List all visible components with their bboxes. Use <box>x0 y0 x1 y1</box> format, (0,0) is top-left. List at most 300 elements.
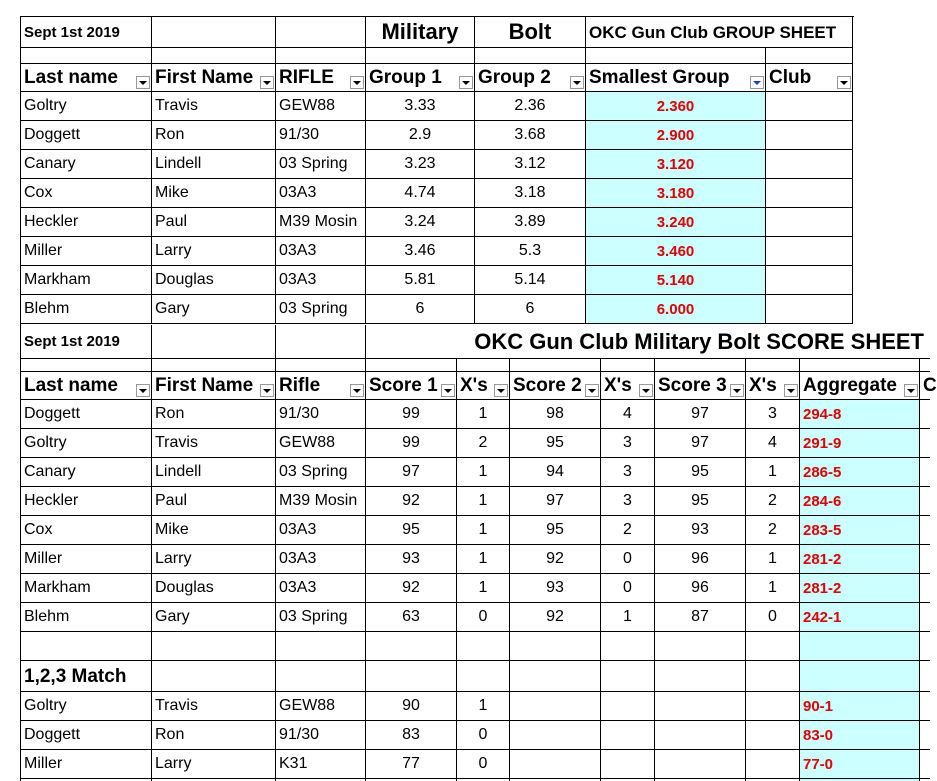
score-xs3-cell <box>746 574 800 603</box>
group-header-col3[interactable] <box>276 64 366 92</box>
score-score3-cell-text: 87 <box>691 608 709 625</box>
score-score3-cell-text: 95 <box>691 463 709 480</box>
blank-cell <box>655 721 746 750</box>
group-group2-cell <box>475 150 586 179</box>
blank-cell <box>601 632 655 661</box>
blank-cell <box>276 661 366 692</box>
filter-dropdown-icon[interactable] <box>260 76 274 89</box>
score-xs3-cell-text: 0 <box>768 608 777 625</box>
match-rifle-cell <box>276 692 366 721</box>
score-date <box>21 325 152 359</box>
score-xs3-cell-text: 4 <box>768 434 777 451</box>
group-rifle-cell-text: 03A3 <box>279 242 317 259</box>
group-group1-cell <box>366 121 475 150</box>
score-score3-cell-text: 96 <box>691 579 709 596</box>
title-military-text: Military <box>381 19 459 44</box>
score-score1-cell-text: 92 <box>402 492 420 509</box>
score-score2-cell <box>510 603 601 632</box>
score-score1-cell <box>366 574 457 603</box>
group-date <box>21 17 152 48</box>
match-last-name-cell-text: Goltry <box>24 697 67 714</box>
blank-cell <box>920 359 930 372</box>
score-header-col4[interactable] <box>366 372 457 400</box>
blank-cell <box>655 359 746 372</box>
blank-cell <box>746 661 800 692</box>
score-score2-cell <box>510 574 601 603</box>
group-group1-cell <box>366 150 475 179</box>
blank-cell <box>746 359 800 372</box>
filter-dropdown-icon[interactable] <box>350 384 364 397</box>
score-header-col5[interactable] <box>457 372 510 400</box>
score-xs1-cell <box>457 400 510 429</box>
score-last-name-cell-text: Cox <box>24 521 53 538</box>
score-first-name-cell <box>152 429 276 458</box>
blank-cell <box>655 632 746 661</box>
score-score3-cell <box>655 516 746 545</box>
group-header-col4[interactable] <box>366 64 475 92</box>
score-score3-cell <box>655 400 746 429</box>
group-group2-cell <box>475 208 586 237</box>
score-last-name-cell-text: Heckler <box>24 492 79 509</box>
score-score1-cell <box>366 400 457 429</box>
match-xs-cell <box>457 750 510 779</box>
filter-dropdown-icon[interactable] <box>730 384 744 397</box>
filter-dropdown-icon[interactable] <box>750 76 764 89</box>
score-header-col7-text: X's <box>604 375 632 396</box>
score-xs2-cell <box>601 545 655 574</box>
score-score1-cell <box>366 603 457 632</box>
group-group2-cell-text: 3.18 <box>514 184 546 201</box>
score-score2-cell <box>510 400 601 429</box>
match-xs-cell <box>457 721 510 750</box>
group-rifle-cell-text: 03A3 <box>279 184 317 201</box>
match-aggregate-cell-text: 77-0 <box>803 755 834 773</box>
score-aggregate-cell-text: 291-9 <box>803 434 842 452</box>
score-first-name-cell-text: Ron <box>155 405 185 422</box>
group-club-cell <box>766 237 853 266</box>
score-xs1-cell <box>457 429 510 458</box>
match-score-cell <box>366 692 457 721</box>
blank-cell <box>152 359 276 372</box>
blank-cell <box>152 48 276 64</box>
blank-cell <box>920 603 930 632</box>
score-xs2-cell-text: 2 <box>623 521 632 538</box>
score-last-name-cell-text: Markham <box>24 579 91 596</box>
filter-dropdown-icon[interactable] <box>570 76 584 89</box>
group-group2-cell <box>475 295 586 324</box>
score-rifle-cell-text: 03A3 <box>279 550 317 567</box>
score-header-col10[interactable] <box>800 372 920 400</box>
score-score2-cell <box>510 458 601 487</box>
blank-cell <box>152 325 276 359</box>
group-header-col6-text: Smallest Group <box>589 67 730 88</box>
blank-cell <box>457 661 510 692</box>
group-header-col5[interactable] <box>475 64 586 92</box>
score-aggregate-cell <box>800 458 920 487</box>
match-aggregate-cell <box>800 721 920 750</box>
match-rifle-cell-text: K31 <box>279 755 308 772</box>
group-smallest-group-cell-text: 3.120 <box>656 155 695 173</box>
group-rifle-cell <box>276 237 366 266</box>
group-group2-cell <box>475 266 586 295</box>
score-aggregate-cell-text: 294-8 <box>803 405 842 423</box>
score-first-name-cell <box>152 516 276 545</box>
score-xs1-cell <box>457 487 510 516</box>
score-header-col1[interactable] <box>21 372 152 400</box>
group-first-name-cell <box>152 208 276 237</box>
score-xs2-cell-text: 4 <box>623 405 632 422</box>
group-group1-cell <box>366 208 475 237</box>
score-xs3-cell <box>746 487 800 516</box>
blank-cell <box>21 632 152 661</box>
group-first-name-cell-text: Lindell <box>155 155 202 172</box>
filter-dropdown-icon[interactable] <box>136 384 150 397</box>
blank-cell <box>510 359 601 372</box>
group-first-name-cell <box>152 179 276 208</box>
group-header-col1-text: Last name <box>24 67 118 88</box>
score-score3-cell-text: 97 <box>691 405 709 422</box>
score-first-name-cell-text: Douglas <box>155 579 214 596</box>
score-last-name-cell <box>21 458 152 487</box>
group-last-name-cell-text: Blehm <box>24 300 70 317</box>
group-group1-cell-text: 5.81 <box>404 271 436 288</box>
group-last-name-cell-text: Goltry <box>24 97 67 114</box>
group-last-name-cell <box>21 237 152 266</box>
score-score3-cell <box>655 458 746 487</box>
group-header-col5-text: Group 2 <box>478 67 551 88</box>
blank-cell <box>510 750 601 779</box>
score-xs1-cell <box>457 603 510 632</box>
title-score-sheet-text: OKC Gun Club Military Bolt SCORE SHEET <box>474 328 924 354</box>
score-score2-cell-text: 95 <box>546 434 564 451</box>
group-club-cell <box>766 92 853 121</box>
score-xs1-cell <box>457 458 510 487</box>
score-xs3-cell-text: 1 <box>768 463 777 480</box>
match-xs-cell-text: 0 <box>478 755 488 772</box>
score-score1-cell-text: 99 <box>402 434 420 451</box>
score-header-col1-text: Last name <box>24 375 118 396</box>
group-smallest-group-cell-text: 3.240 <box>656 213 695 231</box>
group-first-name-cell <box>152 295 276 324</box>
group-first-name-cell <box>152 266 276 295</box>
score-rifle-cell-text: 03 Spring <box>279 608 348 625</box>
group-rifle-cell <box>276 92 366 121</box>
score-xs1-cell <box>457 516 510 545</box>
filter-dropdown-icon[interactable] <box>585 384 599 397</box>
group-header-col6[interactable] <box>586 64 766 92</box>
filter-dropdown-icon[interactable] <box>904 384 918 397</box>
group-group2-cell-text: 3.12 <box>514 155 546 172</box>
score-xs1-cell-text: 0 <box>478 608 488 625</box>
score-aggregate-cell <box>800 516 920 545</box>
score-first-name-cell <box>152 545 276 574</box>
filter-dropdown-icon[interactable] <box>837 76 851 89</box>
group-last-name-cell-text: Cox <box>24 184 53 201</box>
match-first-name-cell-text: Ron <box>155 726 185 743</box>
score-first-name-cell-text: Paul <box>155 492 188 509</box>
match-rifle-cell-text: 91/30 <box>279 726 320 743</box>
blank-cell <box>457 359 510 372</box>
score-xs3-cell <box>746 516 800 545</box>
score-xs2-cell <box>601 487 655 516</box>
score-first-name-cell <box>152 574 276 603</box>
score-aggregate-cell-text: 283-5 <box>803 521 842 539</box>
score-score1-cell <box>366 429 457 458</box>
score-header-col4-text: Score 1 <box>369 375 438 396</box>
score-score3-cell <box>655 487 746 516</box>
score-rifle-cell <box>276 545 366 574</box>
match-score-cell-text: 90 <box>402 697 420 714</box>
group-rifle-cell-text: M39 Mosin <box>279 213 358 230</box>
score-last-name-cell-text: Doggett <box>24 405 81 422</box>
blank-cell <box>601 721 655 750</box>
match-first-name-cell <box>152 721 276 750</box>
group-rifle-cell <box>276 121 366 150</box>
group-club-cell <box>766 266 853 295</box>
group-last-name-cell-text: Canary <box>24 155 76 172</box>
filter-dropdown-icon[interactable] <box>459 76 473 89</box>
blank-cell <box>920 632 930 661</box>
score-header-col6-text: Score 2 <box>513 375 582 396</box>
group-smallest-group-cell <box>586 179 766 208</box>
group-first-name-cell <box>152 92 276 121</box>
score-score2-cell-text: 97 <box>546 492 564 509</box>
score-xs3-cell <box>746 458 800 487</box>
score-xs1-cell-text: 1 <box>478 492 488 509</box>
score-rifle-cell <box>276 487 366 516</box>
group-rifle-cell <box>276 179 366 208</box>
score-header-col9-text: X's <box>749 375 777 396</box>
score-first-name-cell-text: Larry <box>155 550 192 567</box>
group-last-name-cell <box>21 295 152 324</box>
blank-cell <box>601 359 655 372</box>
score-score2-cell <box>510 487 601 516</box>
score-score2-cell-text: 92 <box>546 608 564 625</box>
group-group1-cell-text: 3.24 <box>404 213 436 230</box>
match-score-cell <box>366 750 457 779</box>
filter-dropdown-icon[interactable] <box>136 76 150 89</box>
group-smallest-group-cell <box>586 121 766 150</box>
group-group1-cell-text: 3.23 <box>404 155 436 172</box>
score-aggregate-cell <box>800 487 920 516</box>
group-first-name-cell <box>152 237 276 266</box>
blank-cell <box>920 574 930 603</box>
blank-cell <box>655 692 746 721</box>
score-header-col7[interactable] <box>601 372 655 400</box>
blank-cell <box>152 661 276 692</box>
group-smallest-group-cell-text: 6.000 <box>656 300 695 318</box>
group-first-name-cell <box>152 150 276 179</box>
filter-dropdown-icon[interactable] <box>350 76 364 89</box>
score-header-col5-text: X's <box>460 375 488 396</box>
score-aggregate-cell <box>800 574 920 603</box>
group-group1-cell-text: 3.46 <box>404 242 436 259</box>
score-score2-cell <box>510 516 601 545</box>
score-aggregate-cell <box>800 429 920 458</box>
blank-cell <box>655 750 746 779</box>
group-group2-cell-text: 6 <box>525 300 535 317</box>
blank-cell <box>366 632 457 661</box>
match-title <box>21 661 152 692</box>
blank-cell <box>766 48 853 64</box>
score-score2-cell-text: 95 <box>546 521 564 538</box>
score-xs1-cell-text: 1 <box>478 521 488 538</box>
score-rifle-cell-text: GEW88 <box>279 434 336 451</box>
blank-cell <box>276 325 366 359</box>
blank-cell <box>276 48 366 64</box>
match-aggregate-cell-text: 90-1 <box>803 697 834 715</box>
score-rifle-cell-text: 91/30 <box>279 405 320 422</box>
group-group1-cell-text: 2.9 <box>408 126 432 143</box>
group-header-col2[interactable] <box>152 64 276 92</box>
title-score-sheet <box>366 325 930 359</box>
match-last-name-cell-text: Miller <box>24 755 63 772</box>
blank-cell <box>920 545 930 574</box>
score-score3-cell <box>655 603 746 632</box>
group-last-name-cell <box>21 92 152 121</box>
score-xs1-cell-text: 1 <box>478 463 488 480</box>
score-score2-cell-text: 93 <box>546 579 564 596</box>
group-rifle-cell <box>276 295 366 324</box>
group-header-col3-text: RIFLE <box>279 67 334 88</box>
score-score3-cell-text: 95 <box>691 492 709 509</box>
score-rifle-cell <box>276 458 366 487</box>
blank-cell <box>276 359 366 372</box>
group-rifle-cell-text: 03A3 <box>279 271 317 288</box>
match-xs-cell-text: 0 <box>478 726 488 743</box>
group-club-cell <box>766 179 853 208</box>
score-score2-cell <box>510 545 601 574</box>
score-rifle-cell-text: M39 Mosin <box>279 492 358 509</box>
score-last-name-cell <box>21 603 152 632</box>
group-header-col7[interactable] <box>766 64 853 92</box>
group-smallest-group-cell <box>586 92 766 121</box>
score-rifle-cell-text: 03A3 <box>279 579 317 596</box>
blank-cell <box>920 487 930 516</box>
group-club-cell <box>766 150 853 179</box>
score-header-col11[interactable] <box>920 372 937 400</box>
score-xs3-cell-text: 2 <box>768 492 777 509</box>
score-xs3-cell-text: 1 <box>768 579 777 596</box>
score-first-name-cell <box>152 603 276 632</box>
filter-dropdown-icon[interactable] <box>784 384 798 397</box>
blank-cell <box>920 458 930 487</box>
group-first-name-cell-text: Douglas <box>155 271 214 288</box>
score-aggregate-cell <box>800 603 920 632</box>
group-smallest-group-cell <box>586 266 766 295</box>
score-last-name-cell <box>21 545 152 574</box>
score-first-name-cell-text: Mike <box>155 521 189 538</box>
score-xs2-cell-text: 3 <box>623 463 632 480</box>
title-group-sheet-text: OKC Gun Club GROUP SHEET <box>589 22 837 42</box>
score-xs3-cell-text: 2 <box>768 521 777 538</box>
score-score2-cell <box>510 429 601 458</box>
group-last-name-cell <box>21 208 152 237</box>
score-score1-cell-text: 95 <box>402 521 420 538</box>
group-group2-cell <box>475 179 586 208</box>
filter-dropdown-icon[interactable] <box>260 384 274 397</box>
score-first-name-cell <box>152 400 276 429</box>
score-xs2-cell <box>601 458 655 487</box>
group-smallest-group-cell <box>586 237 766 266</box>
score-aggregate-cell-text: 284-6 <box>803 492 842 510</box>
group-last-name-cell <box>21 266 152 295</box>
score-header-col3[interactable] <box>276 372 366 400</box>
score-score2-cell-text: 98 <box>546 405 564 422</box>
match-last-name-cell <box>21 750 152 779</box>
blank-cell <box>601 750 655 779</box>
score-xs2-cell <box>601 400 655 429</box>
group-smallest-group-cell <box>586 295 766 324</box>
group-rifle-cell-text: GEW88 <box>279 97 336 114</box>
score-xs3-cell-text: 3 <box>768 405 777 422</box>
score-aggregate-cell-text: 286-5 <box>803 463 842 481</box>
score-header-col9[interactable] <box>746 372 800 400</box>
score-score2-cell-text: 94 <box>546 463 564 480</box>
score-rifle-cell-text: 03 Spring <box>279 463 348 480</box>
group-group2-cell <box>475 121 586 150</box>
group-first-name-cell-text: Gary <box>155 300 190 317</box>
score-xs3-cell <box>746 603 800 632</box>
group-header-col1[interactable] <box>21 64 152 92</box>
match-last-name-cell <box>21 721 152 750</box>
filter-dropdown-icon[interactable] <box>494 384 508 397</box>
blank-cell <box>746 632 800 661</box>
score-first-name-cell-text: Gary <box>155 608 190 625</box>
match-score-cell <box>366 721 457 750</box>
group-header-col7-text: Club <box>769 67 812 88</box>
group-group1-cell <box>366 92 475 121</box>
score-xs2-cell <box>601 429 655 458</box>
score-header-col3-text: Rifle <box>279 375 321 396</box>
score-xs3-cell <box>746 545 800 574</box>
group-rifle-cell <box>276 208 366 237</box>
blank-cell <box>920 661 930 692</box>
blank-cell <box>366 359 457 372</box>
group-date-text: Sept 1st 2019 <box>24 23 120 41</box>
score-header-col10-text: Aggregate <box>803 375 897 396</box>
blank-cell <box>152 17 276 48</box>
score-aggregate-cell-text: 242-1 <box>803 608 842 626</box>
score-xs2-cell <box>601 574 655 603</box>
score-rifle-cell <box>276 429 366 458</box>
score-header-col2[interactable] <box>152 372 276 400</box>
group-smallest-group-cell <box>586 208 766 237</box>
score-xs2-cell-text: 1 <box>623 608 632 625</box>
score-xs1-cell <box>457 574 510 603</box>
score-last-name-cell-text: Miller <box>24 550 63 567</box>
score-score3-cell <box>655 429 746 458</box>
group-group2-cell-text: 5.3 <box>518 242 542 259</box>
blank-cell <box>800 632 920 661</box>
filter-dropdown-icon[interactable] <box>441 384 455 397</box>
score-header-col6[interactable] <box>510 372 601 400</box>
score-aggregate-cell <box>800 400 920 429</box>
score-last-name-cell-text: Goltry <box>24 434 67 451</box>
title-bolt <box>475 17 586 48</box>
score-last-name-cell-text: Canary <box>24 463 76 480</box>
blank-cell <box>746 692 800 721</box>
score-score3-cell-text: 96 <box>691 550 709 567</box>
score-header-col8[interactable] <box>655 372 746 400</box>
blank-cell <box>276 17 366 48</box>
filter-dropdown-icon[interactable] <box>639 384 653 397</box>
score-last-name-cell <box>21 574 152 603</box>
blank-cell <box>366 48 475 64</box>
blank-cell <box>366 661 457 692</box>
group-group1-cell <box>366 295 475 324</box>
score-score3-cell-text: 97 <box>691 434 709 451</box>
